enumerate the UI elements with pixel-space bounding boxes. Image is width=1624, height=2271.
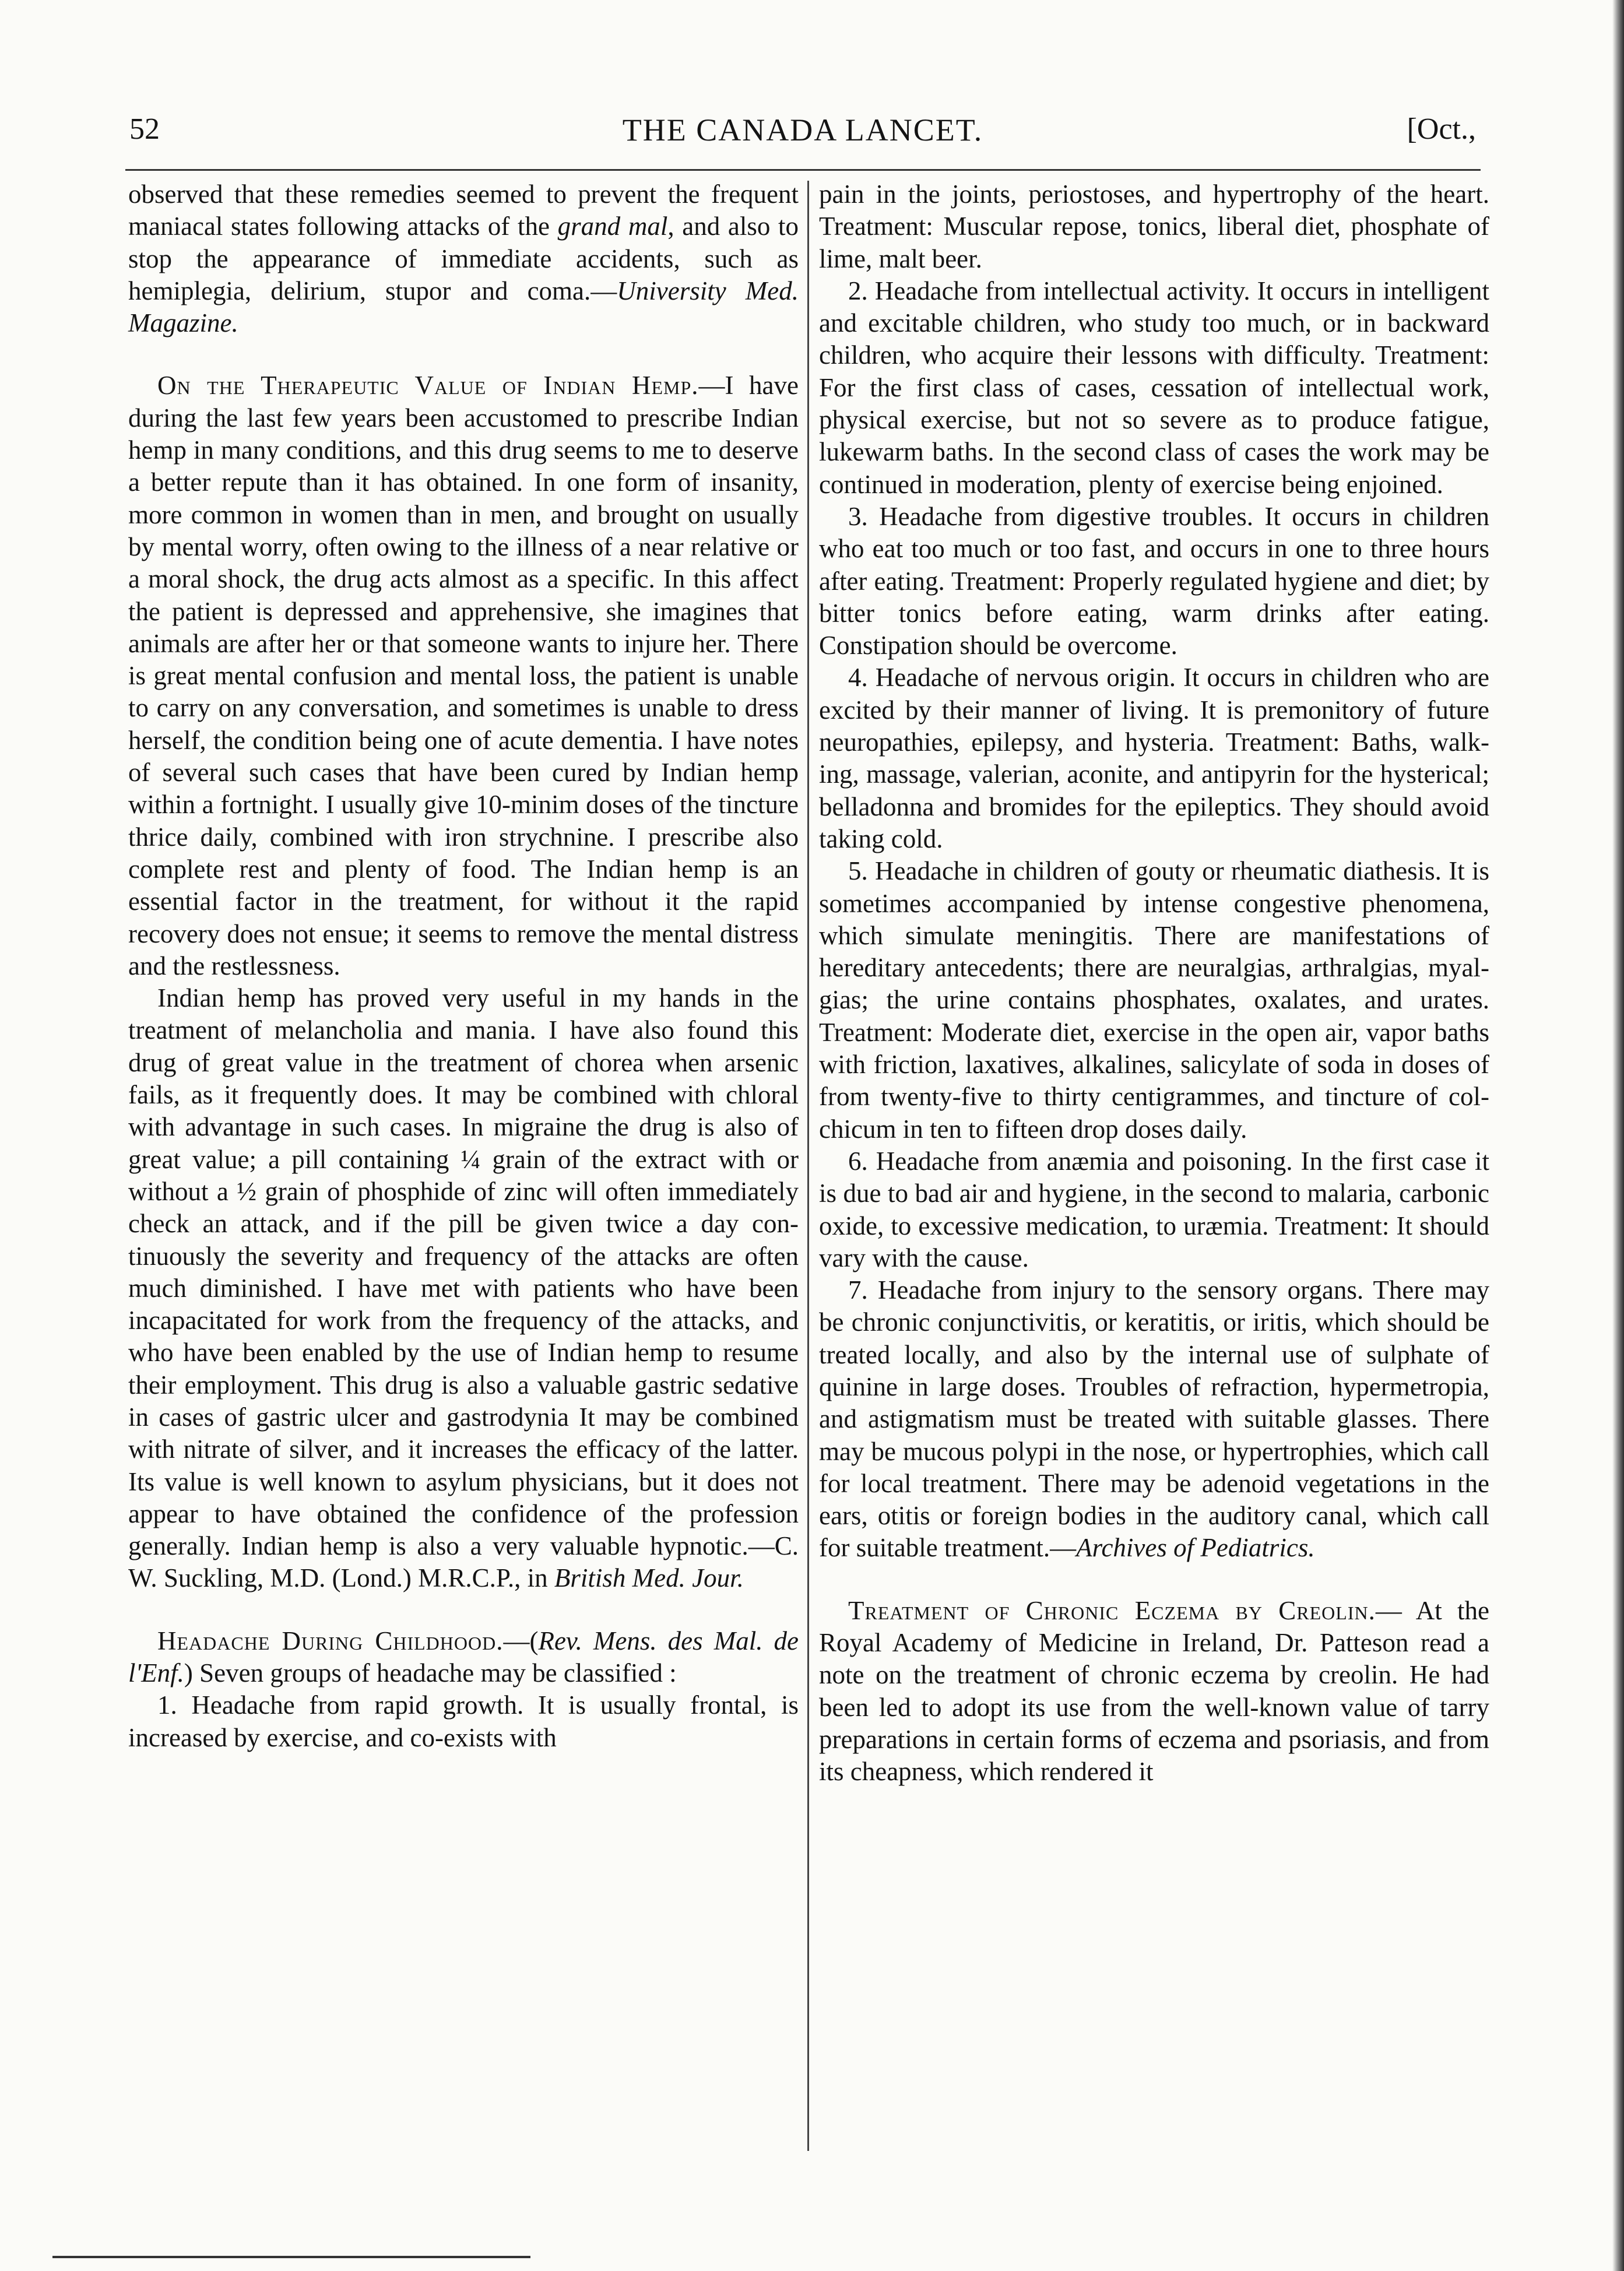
text-run: —( <box>503 1626 539 1655</box>
column-divider <box>807 181 809 2151</box>
hemp-article-paragraph-2 <box>128 982 799 1595</box>
italic-term: grand mal <box>557 212 668 241</box>
right-column <box>819 178 1489 1788</box>
section-heading: Headache During Childhood. <box>157 1626 504 1655</box>
headache-item-5: 5. Headache in children of gouty or rheumatic diathesis. It is sometimes accompanied by intense congestive phenomena, which simulate meningitis. There are manifestations of hereditary antecedents; there are neuralgias, arthralgias, myalgias; the urine contains phosphates, oxalates, and urates. Treatment: Moderate diet, exercise in the open air, vapor baths with friction, laxatives, alkalines, salicylate of soda in doses of from twenty-five to thirty centigrammes, and tincture of colchicum in ten to fifteen drop doses daily. <box>819 856 1489 1144</box>
text-run: grain of phosphide of zinc will often immediately check an attack, and if the pill be given twice a day continuously the severity and frequency of the attacks are often much diminished. I have met with patients who have been incapacitated for work from the frequency of the attacks, and who have been enabled by the use of Indian hemp to resume their employment. This drug is also a valuable gastric sedative in cases of gastric ulcer and gastrodynia It may be combined with nitrate of silver, and it increases the efficacy of the latter. Its value is well known to asylum physicians, but it does not appear to have obtained the confidence of the profession generally. Indian hemp is also a very valuable hypnotic.—C. W. Suckling, M.D. (Lond.) M.R.C.P., in <box>128 1176 799 1593</box>
hemp-article-paragraph-1 <box>128 370 799 982</box>
journal-title: THE CANADA LANCET. <box>622 113 983 147</box>
text-run: 7. Headache from injury to the sensory organs. There may be chronic conjunctivitis, or keratitis, or iritis, which should be treated locally, and also by the internal use of sulphate of quinine in large doses. Troubles of refraction, hypermetropia, and astigmatism must be treated with suitable glasses. There may be mucous polypi in the nose, or hypertrophies, which call for local treatment. There may be adenoid vegetations in the ears, otitis or foreign bodies in the auditory canal, which call for suitable treatment.— <box>819 1275 1489 1563</box>
page-number: 52 <box>129 113 160 146</box>
text-run: ) <box>184 1658 193 1688</box>
text-run: , and also to stop the appearance of immediate accidents, such as hemiplegia, delirium, stupor and coma.— <box>128 212 799 305</box>
article-source: British Med. Jour. <box>554 1563 744 1593</box>
section-heading: Treatment of Chronic Eczema by Creolin. <box>848 1595 1376 1625</box>
headache-item-1-continued: pain in the joints, periostoses, and hypertrophy of the heart. Treatment: Muscular repose, tonics, liberal diet, phosphate of lime, malt beer. <box>819 180 1489 273</box>
text-run: —I have during the last few years been accustomed to prescribe Indian hemp in many conditions, and this drug seems to me to deserve a better repute than it has obtained. In one form of insanity, more common in women than in men, and brought on usually by mental worry, often owing to the illness of a near relative or a moral shock, the drug acts almost as a specific. In this affect the patient is depressed and apprehensive, she imagines that animals are after her or that someone wants to injure her. There is great mental confusion and mental loss, the patient is unable to carry on any conversation, and sometimes is unable to dress herself, the condition being one of acute dementia. I have notes of several such cases that have been cured by Indian hemp within a fortnight. I usually give 10-minim doses of the tincture thrice daily, combined with iron strychnine. I prescribe also complete rest and plenty of food. The Indian hemp is an essential factor in the treatment, for without it the rapid recovery does not ensue; it seems to remove the mental distress and the restlessness. <box>128 371 799 980</box>
text-run: observed that these remedies seemed to prevent the frequent maniacal states following attacks of the <box>128 180 799 241</box>
text-run: — At the Royal Academy of Medicine in Ireland, Dr. Patteson read a note on the treatment of chronic eczema by creolin. He had been led to adopt its use from the well-known value of tarry preparations in certain forms of eczema and psoriasis, and from its cheapness, which rendered it <box>819 1595 1489 1787</box>
section-heading: On the Therapeutic Value of Indian Hemp. <box>157 371 699 400</box>
headache-item-7 <box>819 1274 1489 1565</box>
bottom-rule <box>52 2256 530 2258</box>
headache-item-1: 1. Headache from rapid growth. It is usually frontal, is increased by exercise, and co-exists with <box>128 1690 799 1752</box>
issue-month: [Oct., <box>1407 113 1476 146</box>
article-source: Archives of Pediatrics. <box>1076 1533 1315 1563</box>
header-rule <box>125 169 1481 171</box>
headache-item-2: 2. Headache from intellectual activity. It occurs in intelligent and excitable children, who study too much, or in backward children, who acquire their lessons with difficulty. Treatment: For the first class of cases, cessation of intellectual work, physical exercise, but not so severe as to produce fatigue, lukewarm baths. In the second class of cases the work may be continued in moderation, plenty of exercise being enjoined. <box>819 276 1489 499</box>
headache-item-6: 6. Headache from anæmia and poisoning. In the first case it is due to bad air and hygiene, in the second to malaria, carbonic oxide, to excessive medication, to uræmia. Treatment: It should vary with the cause. <box>819 1146 1489 1272</box>
article-source: University Med. Magazine. <box>128 276 799 338</box>
headache-article-intro <box>128 1625 799 1690</box>
epilepsy-article-ending <box>128 178 799 339</box>
article-reference: Rev. Mens. des Mal. de l'Enf. <box>128 1626 799 1688</box>
text-run: Indian hemp has proved very useful in my hands in the treatment of melancholia and mania. I have also found this drug of great value in the treatment of chorea when arsenic fails, as it frequently does. It may be combined with chloral with advantage in such cases. In migraine the drug is also of great value; a pill containing <box>128 983 799 1174</box>
text-run: Seven groups of headache may be classified : <box>192 1658 677 1688</box>
fraction: ¼ <box>461 1144 481 1174</box>
page-header <box>129 112 1476 159</box>
headache-item-4: 4. Headache of nervous origin. It occurs in children who are excited by their manner of living. It is premonitory of future neuropathies, epilepsy, and hysteria. Treatment: Baths, walking, massage, valerian, aconite, and antipyrin for the hysterical; belladonna and bromides for the epileptics. They should avoid taking cold. <box>819 663 1489 853</box>
text-run: grain of the extract with or without a <box>128 1144 799 1206</box>
page-edge-shadow <box>1612 0 1624 2271</box>
left-column <box>128 178 799 1754</box>
fraction: ½ <box>237 1176 257 1206</box>
eczema-article-paragraph <box>819 1595 1489 1788</box>
headache-item-3: 3. Headache from digestive troubles. It occurs in children who eat too much or too fast, and occurs in one to three hours after eating. Treatment: Properly regulated hygiene and diet; by bitter tonics before eating, warm drinks after eating. Constipation should be overcome. <box>819 501 1489 660</box>
